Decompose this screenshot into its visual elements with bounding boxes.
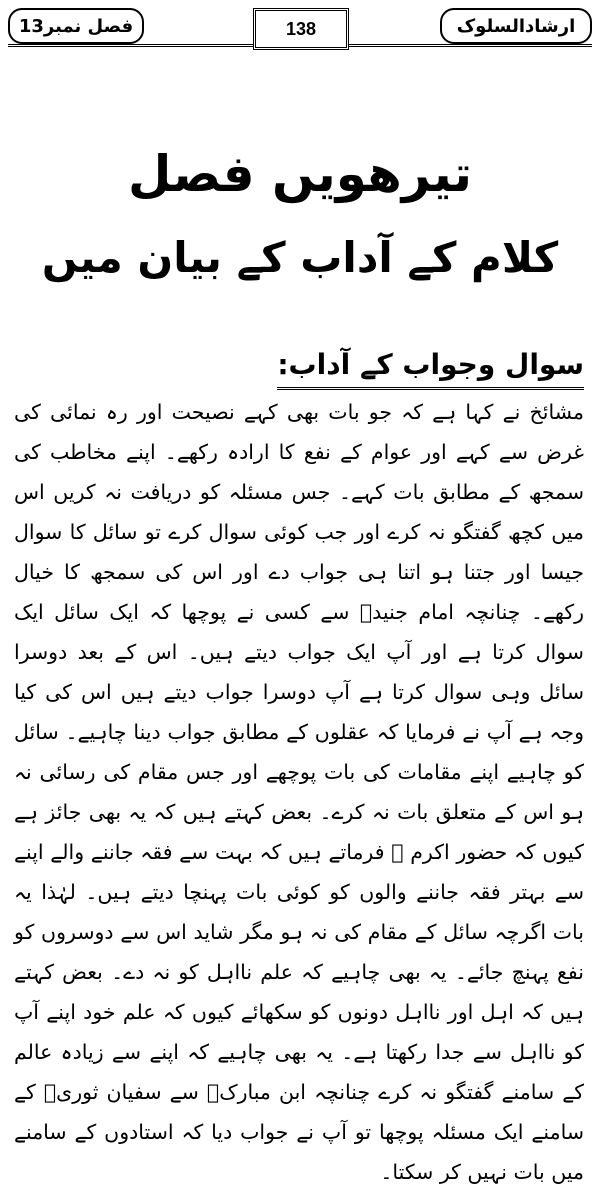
book-title-badge xyxy=(440,8,592,44)
chapter-subtitle: کلام کے آداب کے بیان میں xyxy=(41,233,559,282)
body-paragraph: مشائخ نے کہا ہے کہ جو بات بھی کہے نصیحت اور رہ نمائی کی غرض سے کہے اور عوام کے نفع کا ارادہ رکھے۔ اپنے مخاطب کی سمجھ کے مطابق بات کہے۔ جس مسئلہ کو دریافت نہ کریں اس میں کچھ گفتگو نہ کرے اور جب کوئی سوال کرے تو سائل کا سوال جیسا اور جتنا ہو اتنا ہی جواب دے اور اس کی سمجھ کا خیال رکھے۔ چنانچہ امام جنیدؒ سے کسی نے پوچھا کہ ایک سائل ایک سوال کرتا ہے اور آپ ایک جواب دیتے ہیں۔ اس کے بعد دوسرا سائل وہی سوال کرتا ہے آپ دوسرا جواب دیتے ہیں اس کی کیا وجہ ہے آپ نے فرمایا کہ عقلوں کے مطابق جواب دینا چاہیے۔ سائل کو چاہیے اپنے مقامات کی بات پوچھے اور جس مقام کی رسائی نہ ہو اس کے متعلق بات نہ کرے۔ بعض کہتے ہیں کہ یہ بھی جائز ہے کیوں کہ حضور اکرم ﷺ فرماتے ہیں کہ بہت سے فقہ جاننے والے اپنے سے بہتر فقہ جاننے والوں کو کوئی بات پہنچا دیتے ہیں۔ لہٰذا یہ بات اگرچہ سائل کے مقام کی نہ ہو مگر شاید اس سے دوسروں کو نفع پہنچ جائے۔ یہ بھی چاہیے کہ علم نااہل کو نہ دے۔ بعض کہتے ہیں کہ اہل اور نااہل دونوں کو سکھائے کیوں کہ علم خود اپنے آپ کو نااہل سے جدا رکھتا ہے۔ یہ بھی چاہیے کہ اپنے سے زیادہ عالم کے سامنے گفتگو نہ کرے چنانچہ ابن مبارکؒ سے سفیان ثوریؒ کے سامنے ایک مسئلہ پوچھا تو آپ نے جواب دیا کہ استادوں کے سامنے میں بات نہیں کر سکتا۔ xyxy=(14,400,584,1184)
chapter-label: فصل نمبر13 xyxy=(18,15,134,37)
book-title: ارشادالسلوک xyxy=(456,15,576,37)
section-heading: سوال وجواب کے آداب: xyxy=(277,345,584,390)
page-number: 138 xyxy=(285,18,317,39)
chapter-title: تیرھویں فصل xyxy=(127,145,473,203)
page-header xyxy=(8,8,592,52)
chapter-label-badge xyxy=(8,8,144,44)
page-number-box xyxy=(253,8,349,50)
